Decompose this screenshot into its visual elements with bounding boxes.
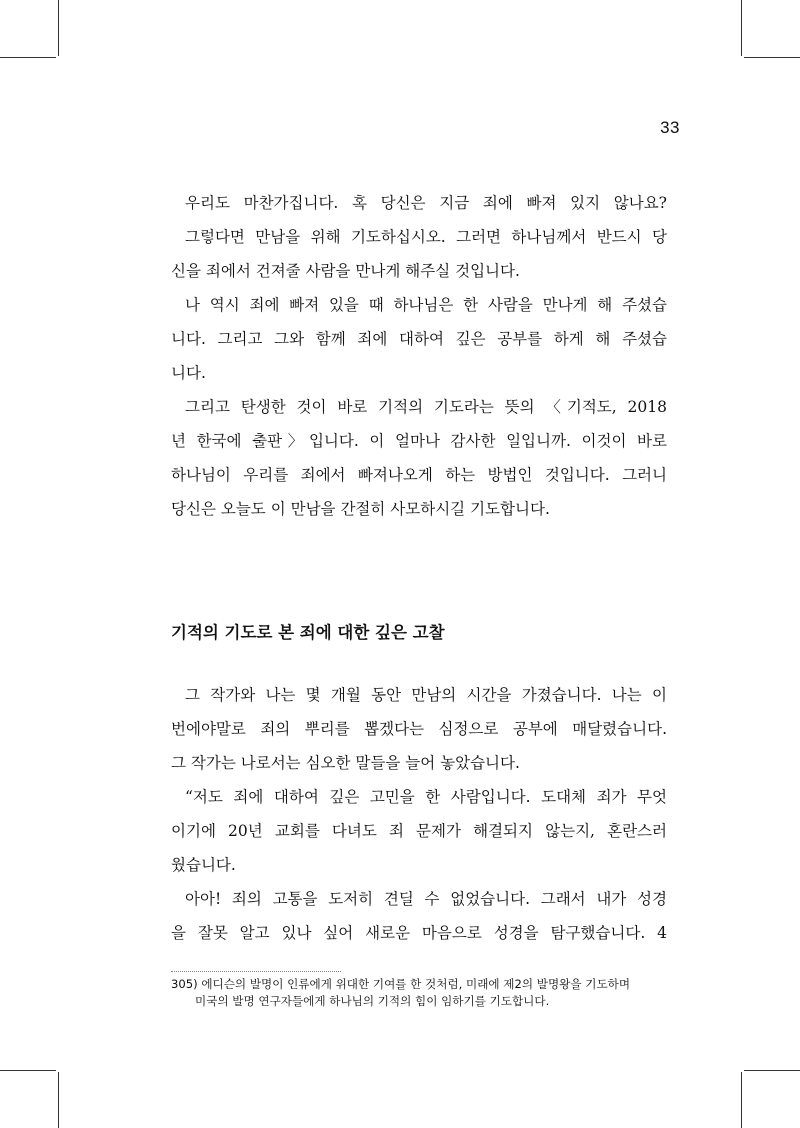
section-heading: 기적의 기도로 본 죄에 대한 깊은 고찰 [171, 623, 445, 642]
paragraph [171, 492, 667, 526]
text-line: 니다. 그리고 그와 함께 죄에 대하여 깊은 공부를 하게 해 주셨습 [171, 330, 667, 348]
paragraph [171, 780, 667, 848]
crop-mark-top-left-vertical [58, 0, 59, 56]
page-number: 33 [660, 118, 680, 137]
crop-mark-top-right-horizontal [744, 57, 800, 58]
text-line: 그렇다면 만남을 위해 기도하십시오. 그러면 하나님께서 반드시 당 [185, 228, 667, 246]
text-line: 아아! 죄의 고통을 도저히 견딜 수 없었습니다. 그래서 내가 성경 [185, 890, 667, 908]
text-line: 년 한국에 출판〉입니다. 이 얼마나 감사한 일입니까. 이것이 바로 [171, 432, 667, 450]
crop-mark-bottom-right-horizontal [744, 1070, 800, 1071]
paragraph [171, 746, 667, 780]
footnote-line: 미국의 발명 연구자들에게 하나님의 기적의 힘이 임하기를 기도합니다. [195, 994, 550, 1008]
section-1-body [171, 186, 667, 526]
crop-mark-top-right-vertical [741, 0, 742, 56]
paragraph [171, 390, 667, 492]
crop-mark-bottom-left-vertical [58, 1072, 59, 1128]
text-line: 니다. [171, 364, 206, 382]
crop-mark-bottom-right-vertical [741, 1072, 742, 1128]
text-line: 그리고 탄생한 것이 바로 기적의 기도라는 뜻의 〈기적도, 2018 [185, 398, 667, 416]
paragraph [171, 882, 667, 950]
crop-mark-bottom-left-horizontal [0, 1070, 56, 1071]
footnote [171, 976, 667, 1010]
text-line: 하나님이 우리를 죄에서 빠져나오게 하는 방법인 것입니다. 그러니 [171, 466, 667, 484]
text-line: “저도 죄에 대하여 깊은 고민을 한 사람입니다. 도대체 죄가 무엇 [185, 788, 667, 806]
text-line: 신을 죄에서 건져줄 사람을 만나게 해주실 것입니다. [171, 262, 520, 280]
text-line: 그 작가는 나로서는 심오한 말들을 늘어 놓았습니다. [171, 754, 520, 772]
paragraph [171, 678, 667, 746]
text-line: 번에야말로 죄의 뿌리를 뽑겠다는 심정으로 공부에 매달렸습니다. [171, 720, 667, 738]
text-line: 당신은 오늘도 이 만남을 간절히 사모하시길 기도합니다. [171, 500, 550, 518]
paragraph [171, 356, 667, 390]
text-line: 나 역시 죄에 빠져 있을 때 하나님은 한 사람을 만나게 해 주셨습 [185, 296, 667, 314]
text-line: 이기에 20년 교회를 다녀도 죄 문제가 해결되지 않는지, 혼란스러 [171, 822, 667, 840]
crop-mark-top-left-horizontal [0, 57, 56, 58]
text-line: 그 작가와 나는 몇 개월 동안 만남의 시간을 가졌습니다. 나는 이 [185, 686, 667, 704]
text-line: 우리도 마찬가집니다. 혹 당신은 지금 죄에 빠져 있지 않나요? [185, 194, 667, 212]
footnote-separator [171, 971, 341, 972]
paragraph [171, 848, 667, 882]
footnote-line: 305) 에디슨의 발명이 인류에게 위대한 기여를 한 것처럼, 미래에 제2의 발명왕을 기도하며 [171, 977, 631, 991]
paragraph [171, 288, 667, 356]
paragraph [171, 254, 667, 288]
text-line: 웠습니다. [171, 856, 236, 874]
section-2-body [171, 678, 667, 950]
paragraph [171, 186, 667, 254]
text-line: 을 잘못 알고 있나 싶어 새로운 마음으로 성경을 탐구했습니다. 4 [171, 924, 667, 942]
